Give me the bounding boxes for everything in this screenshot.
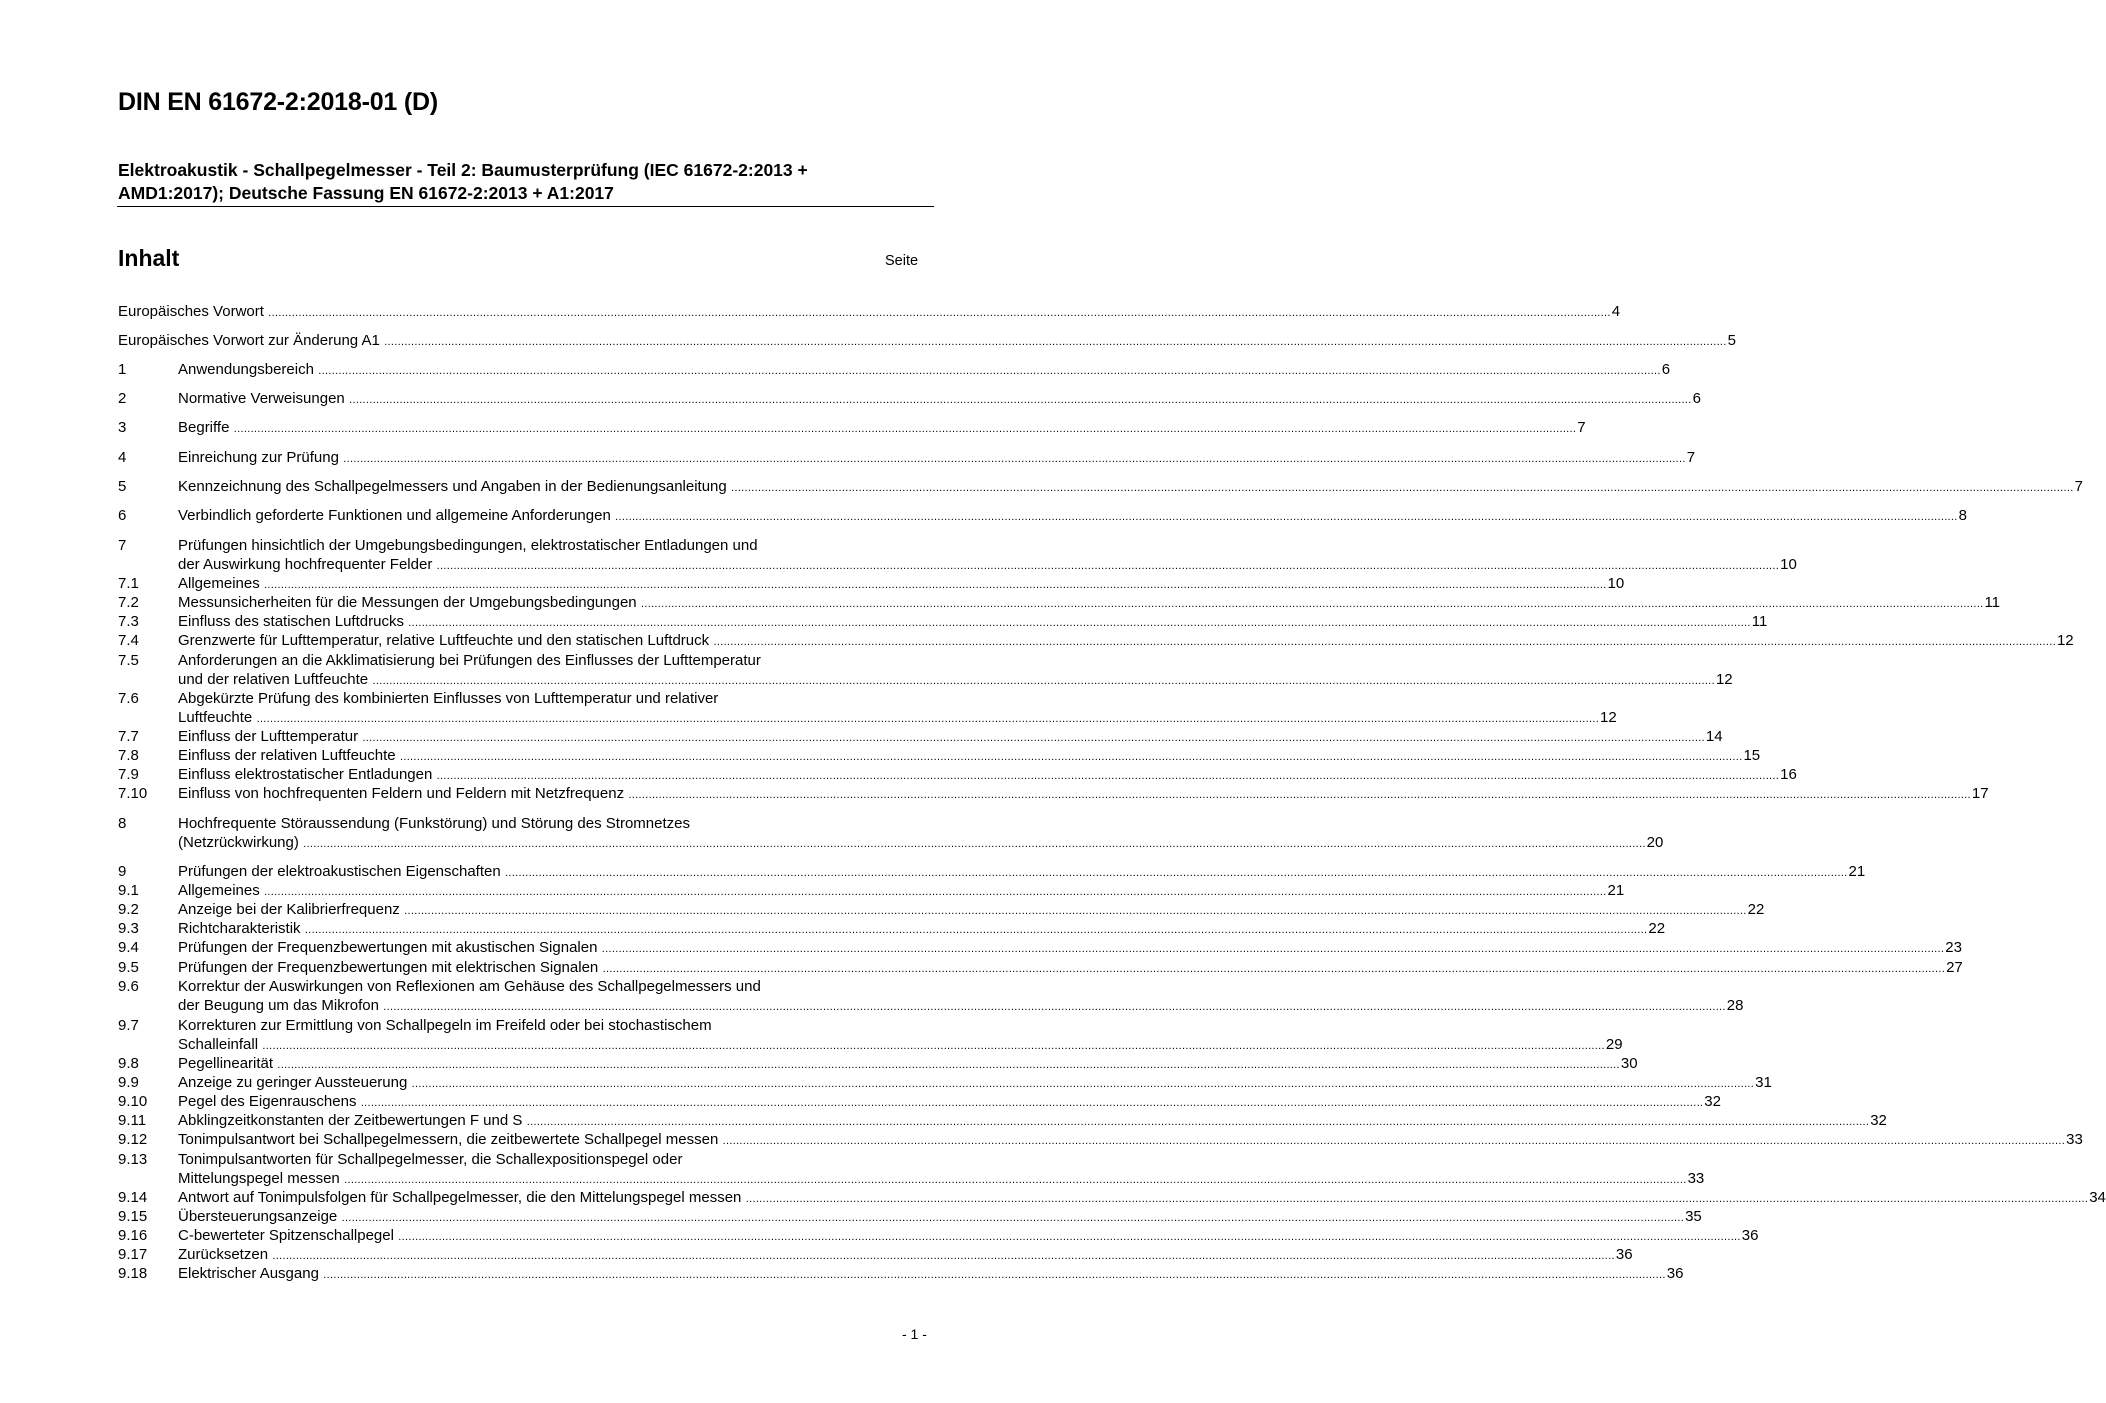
toc-entry-page: 35 bbox=[1685, 1208, 1702, 1225]
toc-entry-number: 9.2 bbox=[118, 901, 139, 918]
toc-dot-leader: ................................................................................................................................................................................................................................................................................................................................................................................................................ bbox=[727, 482, 2074, 494]
toc-dot-leader: ................................................................................................................................................................................................................................................................................................................................................................................................................ bbox=[260, 579, 1607, 591]
toc-entry[interactable] bbox=[118, 389, 1701, 410]
toc-entry-number: 9.9 bbox=[118, 1074, 139, 1091]
toc-dot-leader: ................................................................................................................................................................................................................................................................................................................................................................................................................ bbox=[339, 453, 1686, 465]
toc-entry-number: 9.5 bbox=[118, 959, 139, 976]
toc-entry[interactable] bbox=[118, 814, 1664, 854]
toc-entry-title: Verbindlich geforderte Funktionen und allgemeine Anforderungen bbox=[178, 507, 611, 524]
toc-entry-page: 11 bbox=[1751, 613, 1768, 630]
toc-entry[interactable] bbox=[118, 331, 1736, 352]
toc-entry-number: 9.3 bbox=[118, 920, 139, 937]
toc-entry-number: 7.9 bbox=[118, 766, 139, 783]
toc-entry-title: Hochfrequente Störaussendung (Funkstörung) und Störung des Stromnetzes bbox=[178, 815, 690, 832]
toc-entry-title: Antwort auf Tonimpulsfolgen für Schallpegelmesser, die den Mittelungspegel messen bbox=[178, 1189, 742, 1206]
toc-entry-title: Luftfeuchte bbox=[178, 709, 253, 727]
toc-entry-number: 9.1 bbox=[118, 882, 139, 899]
toc-dot-leader: ................................................................................................................................................................................................................................................................................................................................................................................................................ bbox=[523, 1116, 1870, 1128]
toc-entry-page: 14 bbox=[1705, 728, 1723, 745]
toc-entry[interactable] bbox=[118, 651, 1733, 691]
toc-entry-number: 9.10 bbox=[118, 1093, 148, 1110]
toc-entry[interactable] bbox=[118, 360, 1671, 381]
toc-entry-title: der Beugung um das Mikrofon bbox=[178, 997, 379, 1015]
toc-entry-page: 31 bbox=[1755, 1074, 1772, 1091]
toc-entry-page: 21 bbox=[1848, 863, 1866, 880]
toc-dot-leader: ................................................................................................................................................................................................................................................................................................................................................................................................................ bbox=[345, 394, 1692, 406]
toc-entry-page: 36 bbox=[1666, 1265, 1684, 1282]
toc-entry-number: 7.4 bbox=[118, 632, 139, 649]
toc-entry[interactable] bbox=[118, 631, 2074, 652]
toc-dot-leader: ................................................................................................................................................................................................................................................................................................................................................................................................................ bbox=[394, 1231, 1741, 1243]
toc-entry-page: 7 bbox=[2074, 478, 2083, 495]
toc-entry-number: 3 bbox=[118, 419, 127, 436]
toc-dot-leader: ................................................................................................................................................................................................................................................................................................................................................................................................................ bbox=[719, 1135, 2066, 1147]
toc-dot-leader: ................................................................................................................................................................................................................................................................................................................................................................................................................ bbox=[253, 713, 1600, 726]
toc-dot-leader: ................................................................................................................................................................................................................................................................................................................................................................................................................ bbox=[369, 675, 1715, 688]
toc-entry[interactable] bbox=[118, 302, 1621, 323]
toc-entry-title: Messunsicherheiten für die Messungen der Umgebungsbedingungen bbox=[178, 594, 637, 611]
toc-dot-leader: ................................................................................................................................................................................................................................................................................................................................................................................................................ bbox=[314, 365, 1661, 377]
toc-entry-number: 9.6 bbox=[118, 978, 139, 995]
toc-entry-number: 9.11 bbox=[118, 1112, 147, 1129]
toc-entry-page: 32 bbox=[1870, 1112, 1887, 1129]
toc-entry-page: 7 bbox=[1577, 419, 1586, 436]
toc-entry-page: 21 bbox=[1607, 882, 1625, 899]
toc-entry[interactable] bbox=[118, 1150, 1705, 1190]
toc-entry-page: 11 bbox=[1984, 594, 2001, 611]
toc-entry[interactable] bbox=[118, 418, 1586, 439]
toc-entry-number: 9.18 bbox=[118, 1265, 148, 1282]
toc-dot-leader: ................................................................................................................................................................................................................................................................................................................................................................................................................ bbox=[338, 1212, 1685, 1224]
toc-dot-leader: ................................................................................................................................................................................................................................................................................................................................................................................................................ bbox=[299, 838, 1646, 851]
toc-dot-leader: ................................................................................................................................................................................................................................................................................................................................................................................................................ bbox=[264, 307, 1611, 319]
toc-entry-page: 16 bbox=[1780, 766, 1797, 783]
toc-entry-title: Abgekürzte Prüfung des kombinierten Einflusses von Lufttemperatur und relativer bbox=[178, 690, 719, 707]
toc-entry-page: 7 bbox=[1686, 449, 1696, 466]
toc-entry-title: (Netzrückwirkung) bbox=[178, 834, 299, 852]
toc-dot-leader: ................................................................................................................................................................................................................................................................................................................................................................................................................ bbox=[433, 770, 1780, 782]
toc-dot-leader: ................................................................................................................................................................................................................................................................................................................................................................................................................ bbox=[379, 1001, 1726, 1014]
toc-entry-title: der Auswirkung hochfrequenter Felder bbox=[178, 556, 433, 574]
toc-page-column-label: Seite bbox=[885, 253, 919, 269]
toc-entry-page: 6 bbox=[1661, 361, 1671, 378]
toc-entry-number: 9.17 bbox=[118, 1246, 148, 1263]
toc-dot-leader: ................................................................................................................................................................................................................................................................................................................................................................................................................ bbox=[359, 732, 1705, 744]
toc-entry[interactable] bbox=[118, 1264, 1684, 1285]
toc-entry-title: Korrektur der Auswirkungen von Reflexionen am Gehäuse des Schallpegelmessers und bbox=[178, 978, 761, 995]
toc-entry-page: 23 bbox=[1945, 939, 1962, 956]
toc-entry-page: 32 bbox=[1704, 1093, 1721, 1110]
toc-entry-title: Anforderungen an die Akklimatisierung bei Prüfungen des Einflusses der Lufttemperatur bbox=[178, 652, 761, 669]
toc-entry-number: 4 bbox=[118, 449, 127, 466]
toc-dot-leader: ................................................................................................................................................................................................................................................................................................................................................................................................................ bbox=[501, 867, 1848, 879]
document-subtitle bbox=[118, 159, 918, 205]
toc-dot-leader: ................................................................................................................................................................................................................................................................................................................................................................................................................ bbox=[269, 1250, 1615, 1262]
toc-entry-number: 7.3 bbox=[118, 613, 139, 630]
toc-entry-number: 9.12 bbox=[118, 1131, 148, 1148]
toc-entry-title: Einfluss des statischen Luftdrucks bbox=[178, 613, 404, 630]
toc-entry-title: Übersteuerungsanzeige bbox=[178, 1208, 338, 1225]
toc-entry-page: 10 bbox=[1780, 556, 1797, 574]
toc-dot-leader: ................................................................................................................................................................................................................................................................................................................................................................................................................ bbox=[380, 336, 1727, 348]
toc-dot-leader: ................................................................................................................................................................................................................................................................................................................................................................................................................ bbox=[599, 963, 1946, 975]
toc-entry-title: Einreichung zur Prüfung bbox=[178, 449, 339, 466]
toc-entry-page: 22 bbox=[1747, 901, 1765, 918]
toc-dot-leader: ................................................................................................................................................................................................................................................................................................................................................................................................................ bbox=[408, 1078, 1755, 1090]
toc-entry-page: 36 bbox=[1741, 1227, 1759, 1244]
toc-entry-title: Tonimpulsantwort bei Schallpegelmessern, die zeitbewertete Schallpegel messen bbox=[178, 1131, 719, 1148]
toc-dot-leader: ................................................................................................................................................................................................................................................................................................................................................................................................................ bbox=[625, 789, 1971, 801]
toc-entry-page: 34 bbox=[2089, 1189, 2106, 1206]
toc-entry-title: Einfluss der Lufttemperatur bbox=[178, 728, 359, 745]
toc-entry-title: Prüfungen der Frequenzbewertungen mit akustischen Signalen bbox=[178, 939, 598, 956]
toc-entry-title: C-bewerteter Spitzenschallpegel bbox=[178, 1227, 394, 1244]
toc-entry-title: Pegellinearität bbox=[178, 1055, 274, 1072]
toc-entry[interactable] bbox=[118, 1016, 1623, 1056]
toc-entry-number: 7.2 bbox=[118, 594, 139, 611]
toc-entry-page: 15 bbox=[1743, 747, 1761, 764]
toc-entry-title: Zurücksetzen bbox=[178, 1246, 269, 1263]
toc-entry-page: 6 bbox=[1692, 390, 1701, 407]
toc-dot-leader: ................................................................................................................................................................................................................................................................................................................................................................................................................ bbox=[710, 636, 2056, 648]
toc-entry-title: Richtcharakteristik bbox=[178, 920, 301, 937]
toc-entry-number: 9.16 bbox=[118, 1227, 148, 1244]
toc-entry-title: Mittelungspegel messen bbox=[178, 1170, 340, 1188]
toc-entry-title: Einfluss elektrostatischer Entladungen bbox=[178, 766, 433, 783]
toc-entry-title: Schalleinfall bbox=[178, 1036, 259, 1054]
toc-entry-page: 12 bbox=[1600, 709, 1617, 727]
toc-entry-page: 17 bbox=[1971, 785, 1989, 802]
toc-entry[interactable] bbox=[118, 506, 1967, 527]
toc-entry-title: Einfluss von hochfrequenten Feldern und Feldern mit Netzfrequenz bbox=[178, 785, 625, 802]
toc-heading: Inhalt bbox=[118, 245, 180, 271]
toc-entry-number: 7.6 bbox=[118, 690, 139, 707]
toc-entry-number: 1 bbox=[118, 361, 127, 378]
toc-entry-number: 9 bbox=[118, 863, 127, 880]
toc-entry-number: 9.8 bbox=[118, 1055, 139, 1072]
toc-dot-leader: ................................................................................................................................................................................................................................................................................................................................................................................................................ bbox=[274, 1059, 1620, 1071]
toc-entry[interactable] bbox=[118, 1130, 2083, 1151]
toc-entry-title: Anzeige zu geringer Aussteuerung bbox=[178, 1074, 408, 1091]
toc-entry-page: 12 bbox=[1715, 671, 1733, 689]
toc-entry-title: Anwendungsbereich bbox=[178, 361, 314, 378]
toc-entry-number: 9.13 bbox=[118, 1151, 148, 1168]
toc-entry-title: Kennzeichnung des Schallpegelmessers und Angaben in der Bedienungsanleitung bbox=[178, 478, 727, 495]
toc-entry-number: 7.1 bbox=[118, 575, 139, 592]
toc-entry-page: 8 bbox=[1958, 507, 1967, 524]
toc-entry-number: 9.14 bbox=[118, 1189, 148, 1206]
toc-entry-page: 29 bbox=[1605, 1036, 1623, 1054]
toc-dot-leader: ................................................................................................................................................................................................................................................................................................................................................................................................................ bbox=[637, 598, 1984, 610]
toc-entry-number: 7.10 bbox=[118, 785, 148, 802]
toc-entry-number: 7 bbox=[118, 537, 127, 554]
toc-entry[interactable] bbox=[118, 938, 1962, 959]
toc-entry-title: Abklingzeitkonstanten der Zeitbewertungen F und S bbox=[178, 1112, 523, 1129]
title-divider bbox=[117, 206, 934, 207]
toc-entry-title: Korrekturen zur Ermittlung von Schallpegeln im Freifeld oder bei stochastischem bbox=[178, 1017, 712, 1034]
toc-entry-page: 28 bbox=[1726, 997, 1744, 1015]
toc-dot-leader: ................................................................................................................................................................................................................................................................................................................................................................................................................ bbox=[400, 905, 1747, 917]
toc-dot-leader: ................................................................................................................................................................................................................................................................................................................................................................................................................ bbox=[598, 943, 1945, 955]
page-number: - 1 - bbox=[902, 1326, 927, 1342]
toc-dot-leader: ................................................................................................................................................................................................................................................................................................................................................................................................................ bbox=[433, 560, 1780, 573]
toc-dot-leader: ................................................................................................................................................................................................................................................................................................................................................................................................................ bbox=[357, 1097, 1704, 1109]
toc-entry-number: 9.7 bbox=[118, 1017, 139, 1034]
toc-entry-title: Anzeige bei der Kalibrierfrequenz bbox=[178, 901, 400, 918]
toc-entry-title: Prüfungen hinsichtlich der Umgebungsbedingungen, elektrostatischer Entladungen und bbox=[178, 537, 758, 554]
toc-entry[interactable] bbox=[118, 536, 1797, 576]
toc-entry-number: 7.7 bbox=[118, 728, 139, 745]
toc-entry-number: 5 bbox=[118, 478, 127, 495]
toc-entry-title: Europäisches Vorwort zur Änderung A1 bbox=[118, 332, 380, 349]
toc-dot-leader: ................................................................................................................................................................................................................................................................................................................................................................................................................ bbox=[319, 1269, 1666, 1281]
toc-entry-title: Elektrischer Ausgang bbox=[178, 1265, 319, 1282]
toc-entry-number: 9.4 bbox=[118, 939, 139, 956]
toc-entry-title: Pegel des Eigenrauschens bbox=[178, 1093, 357, 1110]
toc-entry-title: Prüfungen der Frequenzbewertungen mit elektrischen Signalen bbox=[178, 959, 599, 976]
toc-entry-page: 33 bbox=[2066, 1131, 2083, 1148]
toc-entry-page: 5 bbox=[1727, 332, 1736, 349]
toc-entry-title: Grenzwerte für Lufttemperatur, relative Luftfeuchte und den statischen Luftdruck bbox=[178, 632, 710, 649]
toc-entry-page: 30 bbox=[1620, 1055, 1638, 1072]
toc-entry-title: Prüfungen der elektroakustischen Eigenschaften bbox=[178, 863, 501, 880]
toc-dot-leader: ................................................................................................................................................................................................................................................................................................................................................................................................................ bbox=[340, 1174, 1687, 1187]
toc-dot-leader: ................................................................................................................................................................................................................................................................................................................................................................................................................ bbox=[259, 1040, 1605, 1053]
toc-entry-page: 10 bbox=[1607, 575, 1625, 592]
toc-entry-page: 27 bbox=[1946, 959, 1963, 976]
toc-entry-title: Einfluss der relativen Luftfeuchte bbox=[178, 747, 396, 764]
toc-dot-leader: ................................................................................................................................................................................................................................................................................................................................................................................................................ bbox=[404, 617, 1751, 629]
toc-entry[interactable] bbox=[118, 477, 2083, 498]
toc-entry-page: 22 bbox=[1648, 920, 1666, 937]
subtitle-line: AMD1:2017); Deutsche Fassung EN 61672-2:2013 + A1:2017 bbox=[118, 183, 614, 203]
toc-entry[interactable] bbox=[118, 689, 1617, 729]
toc-entry-title: Begriffe bbox=[178, 419, 230, 436]
toc-entry[interactable] bbox=[118, 784, 1989, 805]
toc-dot-leader: ................................................................................................................................................................................................................................................................................................................................................................................................................ bbox=[396, 751, 1743, 763]
toc-dot-leader: ................................................................................................................................................................................................................................................................................................................................................................................................................ bbox=[230, 423, 1577, 435]
toc-entry-title: Europäisches Vorwort bbox=[118, 303, 264, 320]
toc-entry[interactable] bbox=[118, 448, 1696, 469]
toc-entry-number: 6 bbox=[118, 507, 127, 524]
toc-dot-leader: ................................................................................................................................................................................................................................................................................................................................................................................................................ bbox=[301, 924, 1648, 936]
toc-entry-page: 12 bbox=[2056, 632, 2074, 649]
toc-entry-title: Allgemeines bbox=[178, 575, 260, 592]
toc-entry-page: 33 bbox=[1687, 1170, 1705, 1188]
toc-entry-title: Allgemeines bbox=[178, 882, 260, 899]
toc-dot-leader: ................................................................................................................................................................................................................................................................................................................................................................................................................ bbox=[611, 511, 1958, 523]
toc-entry-page: 4 bbox=[1611, 303, 1621, 320]
toc-entry[interactable] bbox=[118, 977, 1744, 1017]
toc-entry-number: 7.5 bbox=[118, 652, 139, 669]
toc-entry-page: 20 bbox=[1646, 834, 1664, 852]
toc-entry-number: 8 bbox=[118, 815, 127, 832]
subtitle-line: Elektroakustik - Schallpegelmesser - Teil 2: Baumusterprüfung (IEC 61672-2:2013 + bbox=[118, 160, 808, 180]
toc-entry-page: 36 bbox=[1615, 1246, 1633, 1263]
toc-entry-title: Tonimpulsantworten für Schallpegelmesser, die Schallexpositionspegel oder bbox=[178, 1151, 683, 1168]
toc-entry-number: 9.15 bbox=[118, 1208, 148, 1225]
document-title: DIN EN 61672-2:2018-01 (D) bbox=[118, 88, 438, 116]
toc-entry-title: Normative Verweisungen bbox=[178, 390, 345, 407]
toc-entry-number: 2 bbox=[118, 390, 127, 407]
toc-entry-title: und der relativen Luftfeuchte bbox=[178, 671, 369, 689]
toc-entry-number: 7.8 bbox=[118, 747, 139, 764]
toc-dot-leader: ................................................................................................................................................................................................................................................................................................................................................................................................................ bbox=[260, 886, 1607, 898]
toc-dot-leader: ................................................................................................................................................................................................................................................................................................................................................................................................................ bbox=[742, 1193, 2089, 1205]
